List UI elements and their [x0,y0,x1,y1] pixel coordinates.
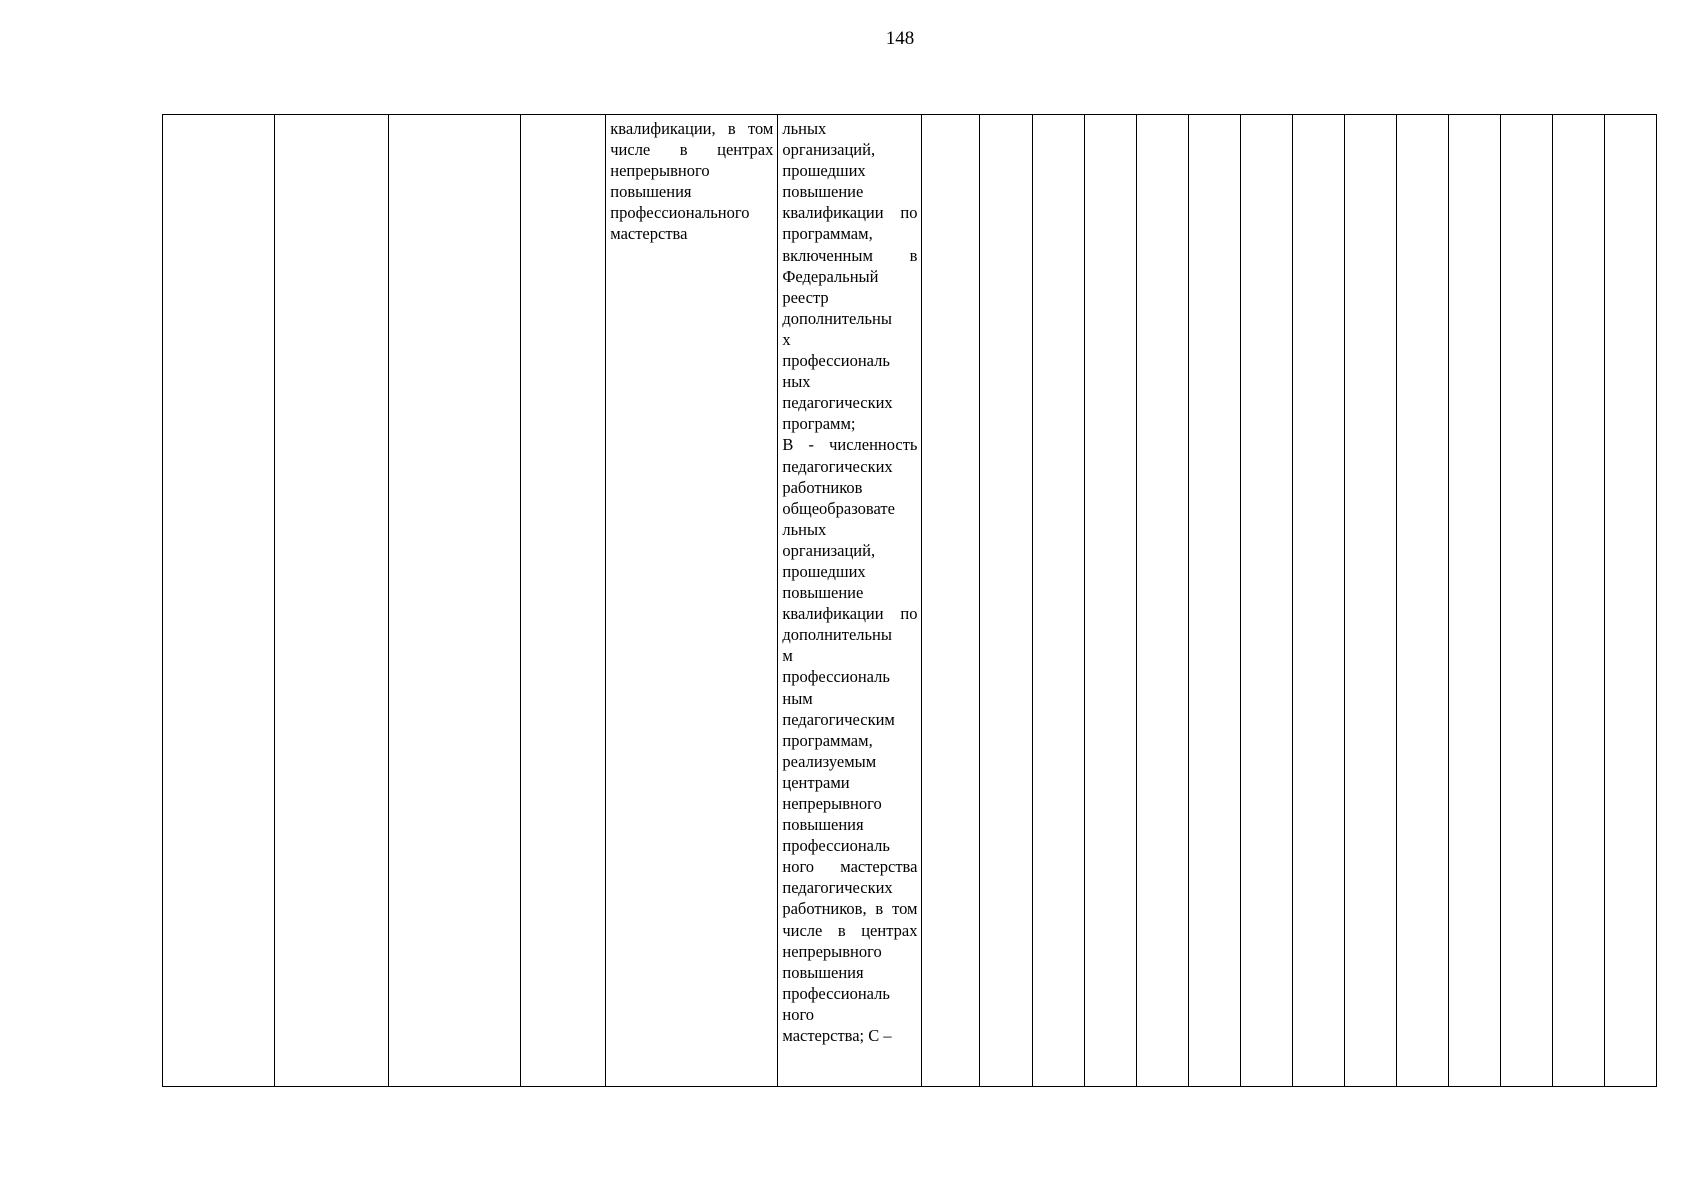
table-cell-8 [980,115,1032,1087]
cell-text-qualification: квалификации, в том числе в центрах непрерывного повышения профессионального мастерства [610,119,774,244]
table-cell-2 [275,115,389,1087]
table-row [163,115,1657,1087]
table-cell-7 [922,115,980,1087]
table-cell-3 [389,115,521,1087]
table-cell-17 [1448,115,1500,1087]
table-cell-13 [1240,115,1292,1087]
table-cell-4 [521,115,606,1087]
table-cell-9 [1032,115,1084,1087]
table-cell-10 [1084,115,1136,1087]
table-cell-1 [163,115,275,1087]
page-number: 148 [885,28,915,49]
table-cell-18 [1500,115,1552,1087]
table-cell-19 [1552,115,1604,1087]
table-cell-15 [1344,115,1396,1087]
table-cell-5 [606,115,778,1087]
table-cell-11 [1136,115,1188,1087]
table-cell-16 [1396,115,1448,1087]
table-cell-6 [778,115,922,1087]
data-table [162,114,1657,1087]
table-cell-14 [1292,115,1344,1087]
table-cell-12 [1188,115,1240,1087]
table-cell-20 [1604,115,1656,1087]
cell-text-formula-description: льных организаций, прошедших повышение квалификации по программам, включенным в Федеральный реестр дополнительны х профессиональ ных педагогических программ; В - численность педагогических работников общеобразовате льных организаций, прошедших повышение квалификации по дополнительны м профессиональ ным педагогическим программам, реализуемым центрами непрерывного повышения профессиональ ного мастерства педагогических работников, в том числе в центрах непрерывного повышения профессиональ ного мастерства; С – [782,119,918,1046]
